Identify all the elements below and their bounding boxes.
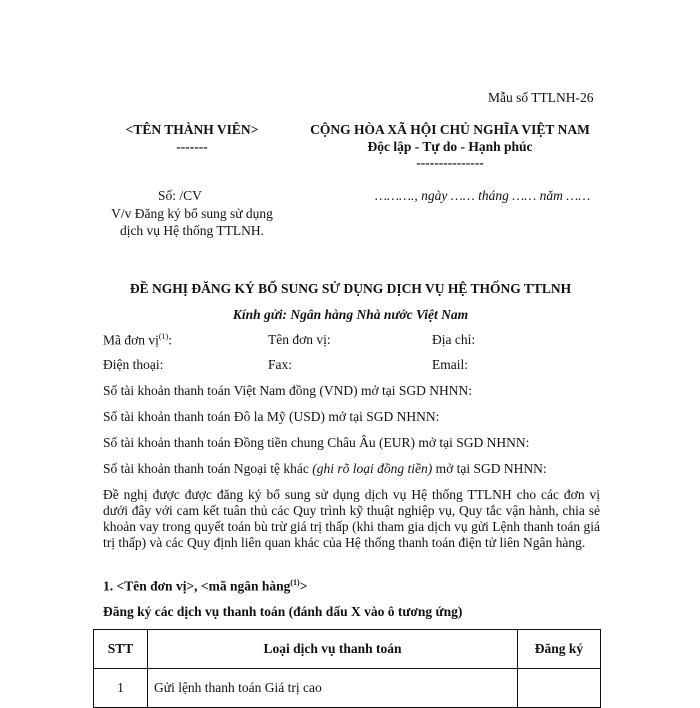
footnote-ref: (1): [158, 332, 169, 341]
member-name: <TÊN THÀNH VIÊN>: [125, 122, 259, 137]
table-header-row: [94, 630, 601, 669]
register-checkbox-cell[interactable]: [518, 669, 601, 708]
republic-title: CỘNG HÒA XÃ HỘI CHỦ NGHĨA VIỆT NAM: [310, 122, 590, 137]
subject-line-2: dịch vụ Hệ thống TTLNH.: [119, 223, 265, 238]
address-label: Địa chỉ:: [432, 332, 476, 347]
member-separator: -------: [176, 139, 208, 154]
request-paragraph: Đề nghị được được đăng ký bổ sung sử dụng dịch vụ Hệ thống TTLNH cho các đơn vị dưới đây với cam kết tuân thủ các Quy trình kỹ thuật nghiệp vụ, Quy tắc vận hành, chia sẻ khoản vay trong quyết toán bù trừ giá trị thấp (khi tham gia dịch vụ gửi Lệnh thanh toán giá trị thấp) và các Quy định liên quan khác của Hệ thống thanh toán điện tử liên Ngân hàng.: [103, 487, 600, 550]
account-other: Số tài khoản thanh toán Ngoại tệ khác (ghi rõ loại đồng tiền) mở tại SGD NHNN:: [103, 461, 547, 476]
header-stt: STT: [94, 630, 148, 669]
email-label: Email:: [432, 357, 468, 372]
footnote-ref: (1): [290, 578, 300, 587]
date-line: ………., ngày …… tháng …… năm ……: [375, 188, 591, 203]
recipient-line: Kính gửi: Ngân hàng Nhà nước Việt Nam: [232, 307, 469, 322]
register-heading: Đăng ký các dịch vụ thanh toán (đánh dấu X vào ô tương ứng): [103, 604, 463, 619]
unit-code-label: Mã đơn vị$^{(1)}$:: [103, 332, 172, 348]
header-register: Đăng ký: [518, 630, 601, 669]
row-stt: 1: [94, 669, 148, 708]
account-vnd: Số tài khoản thanh toán Việt Nam đồng (VND) mở tại SGD NHNN:: [103, 383, 473, 398]
motto-separator: ---------------: [416, 155, 484, 170]
subject-line-1: V/v Đăng ký bổ sung sử dụng: [111, 206, 273, 221]
unit-name-label: Tên đơn vị:: [268, 332, 331, 347]
phone-label: Điện thoại:: [103, 357, 164, 372]
fax-label: Fax:: [268, 357, 293, 372]
section-1-heading: 1. <Tên đơn vị>, <mã ngân hàng$^{(1)}$>: [103, 578, 308, 594]
form-code: Mẫu số TTLNH-26: [488, 90, 594, 105]
table-row: [94, 669, 601, 708]
motto: Độc lập - Tự do - Hạnh phúc: [367, 139, 533, 154]
document-number: Số: /CV: [158, 188, 202, 203]
header-service: Loại dịch vụ thanh toán: [148, 630, 518, 669]
account-eur: Số tài khoản thanh toán Đồng tiền chung Châu Âu (EUR) mở tại SGD NHNN:: [103, 435, 530, 450]
services-table: [93, 629, 601, 708]
account-usd: Số tài khoản thanh toán Đô la Mỹ (USD) mở tại SGD NHNN:: [103, 409, 440, 424]
row-service: Gửi lệnh thanh toán Giá trị cao: [148, 669, 518, 708]
document-title: ĐỀ NGHỊ ĐĂNG KÝ BỔ SUNG SỬ DỤNG DỊCH VỤ HỆ THỐNG TTLNH: [129, 281, 572, 296]
